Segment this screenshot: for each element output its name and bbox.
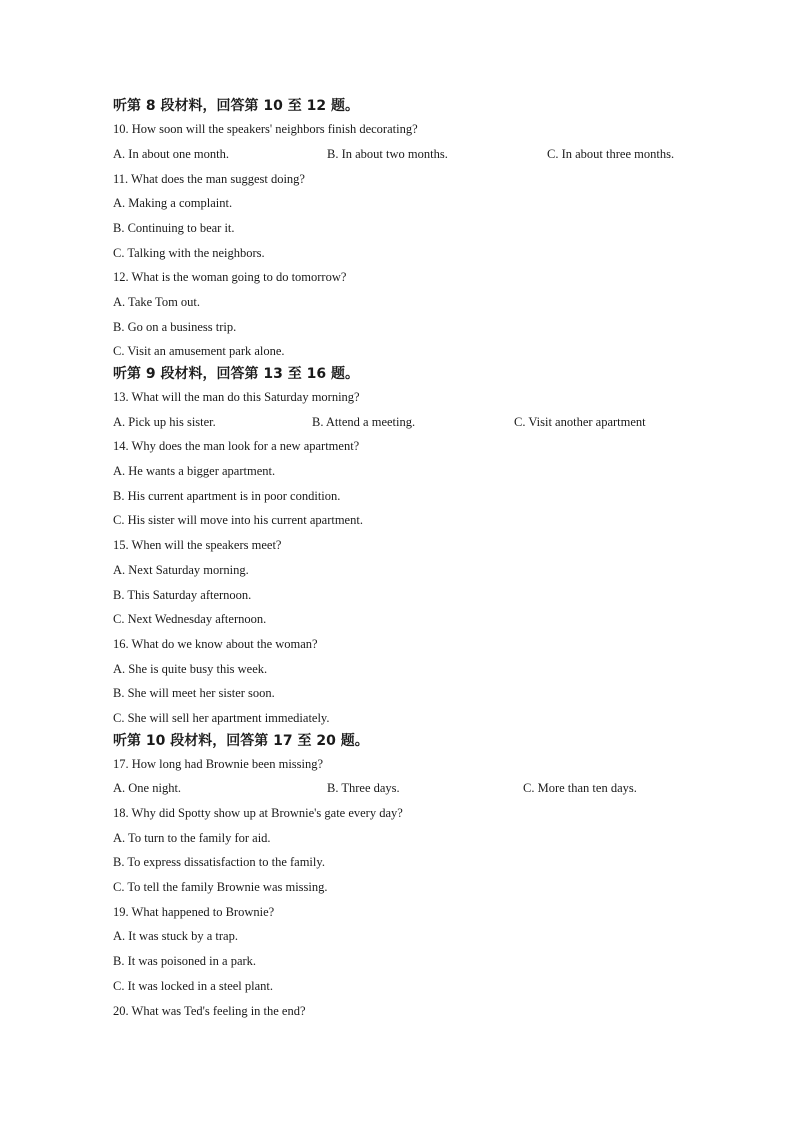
question-text: 17. How long had Brownie been missing?: [113, 757, 324, 771]
option-c: C. Visit another apartment: [514, 415, 646, 429]
option-c: C. Visit an amusement park alone.: [113, 344, 285, 358]
option-a: A. To turn to the family for aid.: [113, 831, 271, 845]
question-text: 10. How soon will the speakers' neighbors finish decorating?: [113, 122, 418, 136]
option-a: A. She is quite busy this week.: [113, 662, 268, 676]
question-text: 16. What do we know about the woman?: [113, 637, 318, 651]
question-text: 12. What is the woman going to do tomorrow?: [113, 270, 347, 284]
option-a: A. One night.: [113, 781, 182, 795]
option-b: B. His current apartment is in poor condition.: [113, 489, 341, 503]
option-c: C. To tell the family Brownie was missing.: [113, 880, 328, 894]
option-c: C. She will sell her apartment immediately.: [113, 711, 330, 725]
option-c: C. More than ten days.: [523, 781, 637, 795]
option-a: A. Pick up his sister.: [113, 415, 216, 429]
option-c: C. Talking with the neighbors.: [113, 246, 265, 260]
option-b: B. In about two months.: [327, 147, 448, 161]
option-b: B. Go on a business trip.: [113, 320, 237, 334]
option-a: A. It was stuck by a trap.: [113, 929, 238, 943]
question-text: 20. What was Ted's feeling in the end?: [113, 1004, 306, 1018]
option-a: A. He wants a bigger apartment.: [113, 464, 276, 478]
option-c: C. His sister will move into his current apartment.: [113, 513, 363, 527]
option-b: B. It was poisoned in a park.: [113, 954, 257, 968]
option-c: C. In about three months.: [547, 147, 675, 161]
options-row: [113, 780, 733, 796]
option-b: B. This Saturday afternoon.: [113, 588, 252, 602]
option-b: B. Attend a meeting.: [312, 415, 416, 429]
question-text: 13. What will the man do this Saturday morning?: [113, 390, 360, 404]
option-b: B. Three days.: [327, 781, 400, 795]
option-a: A. Take Tom out.: [113, 295, 201, 309]
option-b: B. She will meet her sister soon.: [113, 686, 275, 700]
section-heading: 听第 8 段材料，回答第 10 至 12 题。: [113, 98, 359, 114]
options-row: [113, 414, 733, 430]
option-b: B. To express dissatisfaction to the family.: [113, 855, 325, 869]
option-b: B. Continuing to bear it.: [113, 221, 235, 235]
option-a: A. In about one month.: [113, 147, 229, 161]
option-a: A. Next Saturday morning.: [113, 563, 249, 577]
section-heading: 听第 9 段材料，回答第 13 至 16 题。: [113, 366, 359, 382]
question-text: 18. Why did Spotty show up at Brownie's gate every day?: [113, 806, 403, 820]
option-c: C. Next Wednesday afternoon.: [113, 612, 267, 626]
question-text: 19. What happened to Brownie?: [113, 905, 275, 919]
section-heading: 听第 10 段材料，回答第 17 至 20 题。: [113, 733, 369, 749]
question-text: 11. What does the man suggest doing?: [113, 172, 305, 186]
option-c: C. It was locked in a steel plant.: [113, 979, 274, 993]
option-a: A. Making a complaint.: [113, 196, 233, 210]
question-text: 15. When will the speakers meet?: [113, 538, 282, 552]
question-text: 14. Why does the man look for a new apartment?: [113, 439, 360, 453]
options-row: [113, 146, 733, 162]
